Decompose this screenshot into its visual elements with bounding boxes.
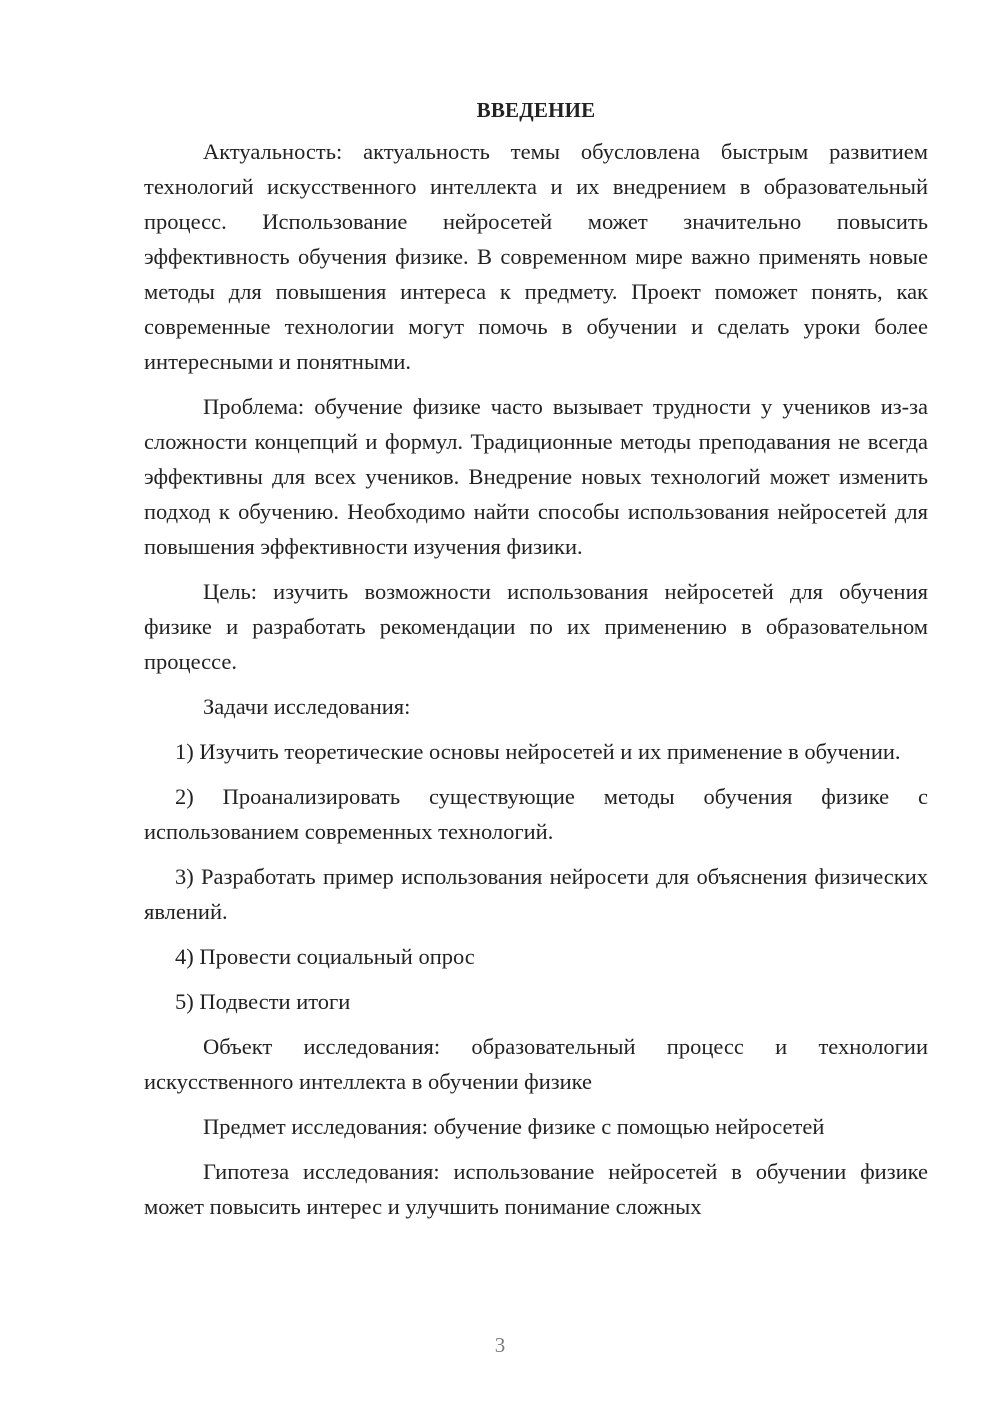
section-title: ВВЕДЕНИЕ — [476, 98, 596, 122]
subject-paragraph: Предмет исследования: обучение физике с помощью нейросетей — [203, 1114, 825, 1139]
task-item: 4) Провести социальный опрос — [175, 944, 475, 969]
relevance-paragraph: Актуальность: актуальность темы обусловлена быстрым развитием технологий искусственного интеллекта и их внедрением в образовательный процесс. Использование нейросетей может значительно повысить эффективность обучения физике. В современном мире важно применять новые методы для повышения интереса к предмету. Проект поможет понять, как современные технологии могут помочь в обучении и сделать уроки более интересными и понятными. — [144, 139, 928, 374]
object-paragraph: Объект исследования: образовательный процесс и технологии искусственного интеллекта в обучении физике — [144, 1034, 928, 1094]
tasks-heading: Задачи исследования: — [203, 694, 411, 719]
task-item: 3) Разработать пример использования нейросети для объяснения физических явлений. — [144, 864, 928, 924]
task-item: 1) Изучить теоретические основы нейросетей и их применение в обучении. — [175, 739, 901, 764]
problem-paragraph: Проблема: обучение физике часто вызывает трудности у учеников из-за сложности концепций и формул. Традиционные методы преподавания не всегда эффективны для всех учеников. Внедрение новых технологий может изменить подход к обучению. Необходимо найти способы использования нейросетей для повышения эффективности изучения физики. — [144, 394, 928, 559]
page-number: 3 — [494, 1333, 506, 1357]
hypothesis-paragraph: Гипотеза исследования: использование нейросетей в обучении физике может повысить интерес и улучшить понимание сложных — [144, 1159, 928, 1219]
page-content — [144, 93, 928, 1224]
task-item: 5) Подвести итоги — [175, 989, 351, 1014]
goal-paragraph: Цель: изучить возможности использования нейросетей для обучения физике и разработать рекомендации по их применению в образовательном процессе. — [144, 579, 928, 674]
task-item: 2) Проанализировать существующие методы обучения физике с использованием современных технологий. — [144, 784, 928, 844]
